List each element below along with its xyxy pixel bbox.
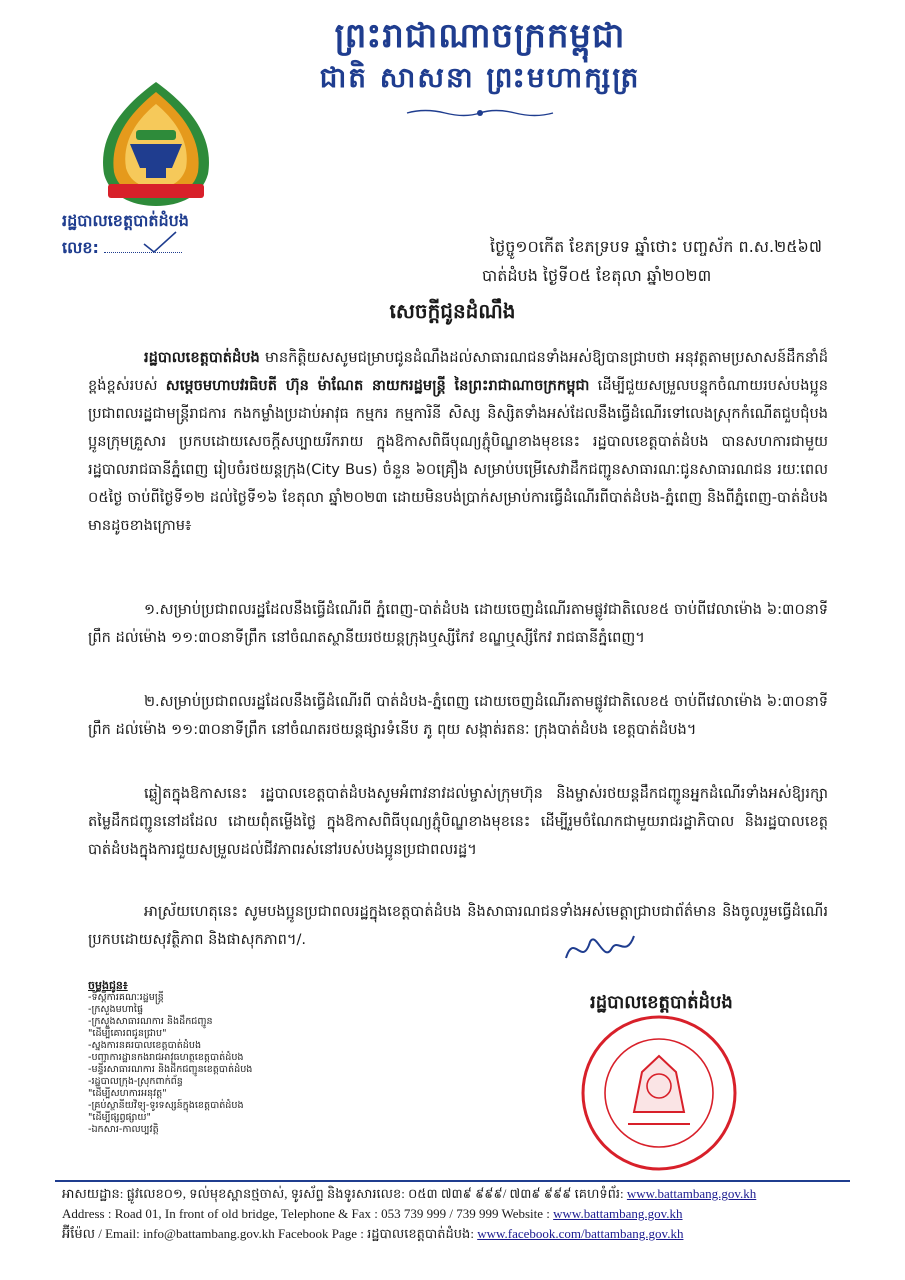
website-link[interactable]: www.battambang.gov.kh xyxy=(626,1186,757,1201)
paragraph-appeal: ឆ្លៀតក្នុងឱកាសនេះ រដ្ឋបាលខេត្តបាត់ដំបងសូមអំពាវនាវដល់ម្ចាស់ក្រុមហ៊ុន និងម្ចាស់រថយន្តដឹកជញ្ជូនអ្នកដំណើរទាំងអស់ឱ្យរក្សាតម្លៃដឹកជញ្ជូននៅដដែល ដោយពុំតម្លើងថ្លៃ ក្នុងឱកាសពិធីបុណ្យភ្ជុំបិណ្ឌខាងមុខនេះ ដើម្បីរួមចំណែកជាមួយរាជរដ្ឋាភិបាល និងរដ្ឋបាលខេត្តបាត់ដំបងក្នុងការជួយសម្រួលដល់ជីវភាពរស់នៅរបស់បងប្អូនប្រជាពលរដ្ឋ។ xyxy=(88,785,828,858)
cc-item: -ទីស្តីការគណៈរដ្ឋមន្ត្រី xyxy=(88,992,164,1003)
cc-item: -គ្រប់ស្ថានីយវិទ្យុ-ទូរទស្សន៍ក្នុងខេត្តបាត់ដំបង xyxy=(88,1100,244,1111)
cc-item: -រដ្ឋបាលក្រុង-ស្រុកពាក់ព័ន្ធ xyxy=(88,1076,183,1087)
website-link-en[interactable]: www.battambang.gov.kh xyxy=(553,1206,683,1221)
kingdom-title: ព្រះរាជាណាចក្រកម្ពុជា xyxy=(334,16,626,56)
footer-address-en xyxy=(62,1206,852,1222)
signature-initial-icon xyxy=(560,928,640,972)
footer-address-kh-text: អាសយដ្ឋាន: ផ្លូវលេខ០១, ទល់មុខស្ពានថ្មចាស់, ទូរស័ព្ទ និងទូរសារលេខ: ០៥៣ ៧៣៩ ៩៩៩/ ៧៣៩ ៩៩៩ គេហទំព័រ: xyxy=(62,1186,627,1201)
ornament-divider-icon xyxy=(405,106,555,120)
footer-divider xyxy=(55,1180,850,1182)
cc-item: -ក្រសួងមហាផ្ទៃ xyxy=(88,1004,144,1015)
paragraph-closing: អាស្រ័យហេតុនេះ សូមបងប្អូនប្រជាពលរដ្ឋក្នុងខេត្តបាត់ដំបង និងសាធារណជនទាំងអស់មេត្តាជ្រាបជាព័ត៌មាន និងចូលរួមធ្វើដំណើរប្រកបដោយសុវត្ថិភាព និងផាសុកភាព។/. xyxy=(88,903,828,948)
prime-minister-title: សម្តេចមហាបវរធិបតី ហ៊ុន ម៉ាណែត នាយករដ្ឋមន្ត្រី នៃព្រះរាជាណាចក្រកម្ពុជា xyxy=(165,377,590,394)
cc-item: "ដើម្បីសហការអនុវត្ត" xyxy=(88,1088,167,1099)
cc-item: -ស្នងការនគរបាលខេត្តបាត់ដំបង xyxy=(88,1040,202,1051)
cc-item: "ដើម្បីគោរពជូនជ្រាប" xyxy=(88,1028,167,1039)
cc-item: -បញ្ជាការដ្ឋានកងរាជអាវុធហត្ថខេត្តបាត់ដំបង xyxy=(88,1052,244,1063)
solar-date: បាត់ដំបង ថ្ងៃទី០៥ ខែតុលា ឆ្នាំ២០២៣ xyxy=(482,266,712,285)
sender-agency: រដ្ឋបាលខេត្តបាត់ដំបង xyxy=(62,211,189,230)
provincial-logo-icon xyxy=(90,78,222,210)
cc-item: -ឯកសារ-កាលប្បវត្តិ xyxy=(88,1124,159,1135)
cc-title: ចម្លងជូន៖ xyxy=(88,979,128,992)
footer-address-kh xyxy=(62,1186,852,1205)
paragraph-route-2: ២.សម្រាប់ប្រជាពលរដ្ឋដែលនឹងធ្វើដំណើរពី បាត់ដំបង-ភ្នំពេញ ដោយចេញដំណើរតាមផ្លូវជាតិលេខ៥ ចាប់ពីវេលាម៉ោង ៦:៣០នាទីព្រឹក ដល់ម៉ោង ១១:៣០នាទីព្រឹក នៅចំណតរថយន្តផ្សារទំនើប ភូ ពុយ សង្កាត់រតនៈ ក្រុងបាត់ដំបង ខេត្តបាត់ដំបង។ xyxy=(88,693,828,738)
paragraph-route-1: ១.សម្រាប់ប្រជាពលរដ្ឋដែលនឹងធ្វើដំណើរពី ភ្នំពេញ-បាត់ដំបង ដោយចេញដំណើរតាមផ្លូវជាតិលេខ៥ ចាប់ពីវេលាម៉ោង ៦:៣០នាទីព្រឹក ដល់ម៉ោង ១១:៣០នាទីព្រឹក នៅចំណតស្ថានីយរថយន្តក្រុងឬស្សីកែវ ខណ្ឌឬស្សីកែវ រាជធានីភ្នំពេញ។ xyxy=(88,601,828,646)
number-label: លេខ: xyxy=(62,238,99,257)
national-motto: ជាតិ សាសនា ព្រះមហាក្សត្រ xyxy=(319,61,641,94)
checkmark-icon xyxy=(140,230,180,254)
footer-email-text: អ៊ីម៉ែល / Email: info@battambang.gov.kh Facebook Page : រដ្ឋបាលខេត្តបាត់ដំបង: xyxy=(62,1226,478,1241)
intro-text: មានកិត្តិយសសូមជម្រាបជូនដំណឹងដល់សាធារណជនទាំងអស់ឱ្យបានជ្រាបថា អនុវត្តតាមប្រសាសន៍ដឹកនាំដ៏ខ្ពង់ខ្ពស់របស់ xyxy=(88,349,828,394)
signatory-title: រដ្ឋបាលខេត្តបាត់ដំបង xyxy=(590,992,733,1013)
paragraph-intro xyxy=(88,344,828,540)
cc-item: -មន្ទីរសាធារណការ និងដឹកជញ្ជូនខេត្តបាត់ដំបង xyxy=(88,1064,253,1075)
document-heading: សេចក្តីជូនដំណឹង xyxy=(389,299,516,323)
footer-address-en-text: Address : Road 01, In front of old bridge, Telephone & Fax : 053 739 999 / 739 999 Website : xyxy=(62,1206,554,1221)
facebook-link[interactable]: www.facebook.com/battambang.gov.kh xyxy=(477,1226,684,1241)
intro-rest: ដើម្បីជួយសម្រួលបន្ទុកចំណាយរបស់បងប្អូនប្រជាពលរដ្ឋជាមន្ត្រីរាជការ កងកម្លាំងប្រដាប់អាវុធ កម្មករ កម្មការិនី សិស្ស និស្សិតទាំងអស់ដែលនឹងធ្វើដំណើរទៅលេងស្រុកកំណើតជួបជុំបងប្អូនក្រុមគ្រួសារ ប្រកបដោយសេចក្តីសប្បាយរីករាយ ក្នុងឱកាសពិធីបុណ្យភ្ជុំបិណ្ឌខាងមុខនេះ រដ្ឋបាលខេត្តបាត់ដំបង បានសហការជាមួយ រដ្ឋបាលរាជធានីភ្នំពេញ រៀបចំរថយន្តក្រុង(City Bus) ចំនួន ៦០គ្រឿង សម្រាប់បម្រើសេវាដឹកជញ្ជូនសាធារណៈជូនសាធារណជន រយៈពេល ០៥ថ្ងៃ ចាប់ពីថ្ងៃទី១២ ដល់ថ្ងៃទី១៦ ខែតុលា ឆ្នាំ២០២៣ ដោយមិនបង់ប្រាក់សម្រាប់ការធ្វើដំណើរពីបាត់ដំបង-ភ្នំពេញ និងពីភ្នំពេញ-បាត់ដំបង មានដូចខាងក្រោម៖ xyxy=(88,377,828,534)
lunar-date: ថ្ងៃច្ចូ១០កើត ខែភទ្របទ ឆ្នាំថោះ បញ្ចស័ក ព.ស.២៥៦៧ xyxy=(490,237,822,256)
footer-contact xyxy=(62,1226,852,1245)
cc-list xyxy=(88,980,348,1136)
intro-lead: រដ្ឋបាលខេត្តបាត់ដំបង xyxy=(144,349,260,366)
official-stamp-icon xyxy=(578,1012,740,1174)
cc-item: -ក្រសួងសាធារណការ និងដឹកជញ្ជូន xyxy=(88,1016,213,1027)
cc-item: "ដើម្បីផ្សព្វផ្សាយ" xyxy=(88,1112,151,1123)
